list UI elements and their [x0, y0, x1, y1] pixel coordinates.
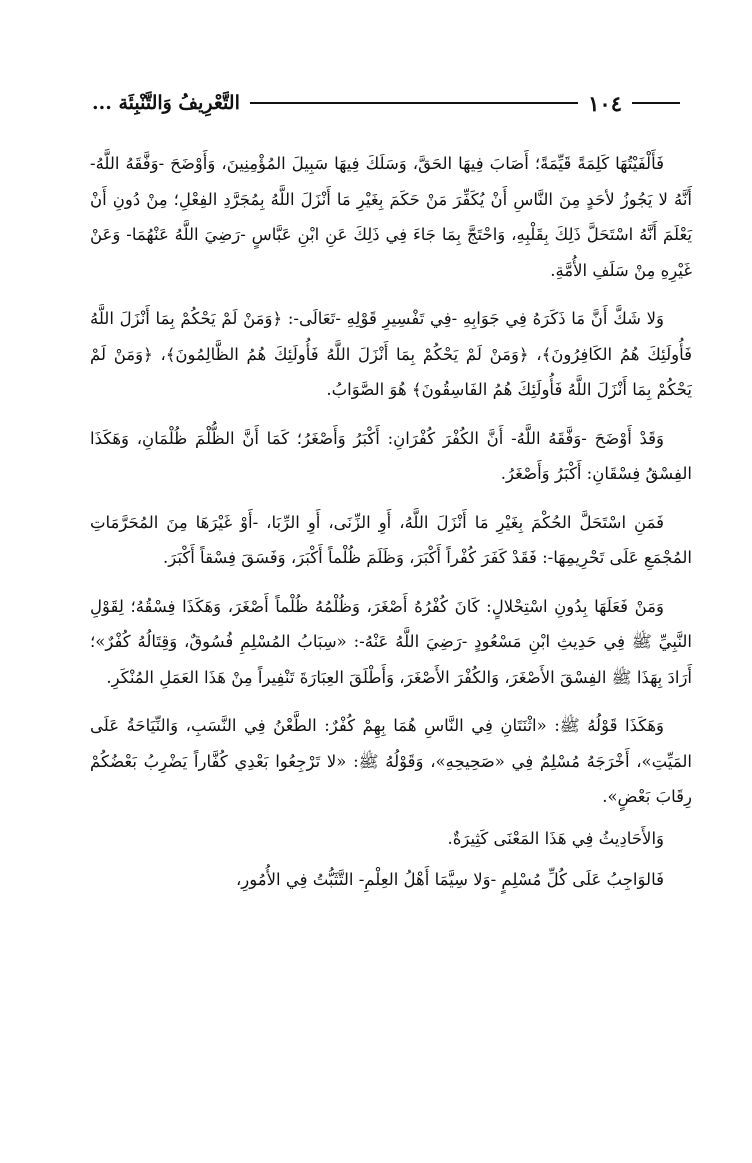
paragraph: فَمَنِ اسْتَحَلَّ الحُكْمَ بِغَيْرِ مَا أَنْزَلَ اللَّهُ، أَوِ الزِّنَى، أَوِ الرِّبَا، -أَوْ غَيْرَهَا مِنَ المُحَرَّمَاتِ المُجْمَعِ عَلَى تَحْرِيمِهَا-: فَقَدْ كَفَرَ كُفْراً أَكْبَرَ، وَظَلَمَ ظُلْماً أَكْبَرَ، وَفَسَقَ فِسْقاً أَكْبَرَ.	[90, 512, 692, 567]
paragraph: فَالوَاجِبُ عَلَى كُلِّ مُسْلِمٍ -وَلا سِيَّمَا أَهْلُ العِلْمِ- التَّثَبُّتُ فِي الأُمُورِ،	[235, 870, 664, 889]
paragraph: وَمَنْ فَعَلَهَا بِدُونِ اسْتِحْلالٍ: كَانَ كُفْرُهُ أَصْغَرَ، وَظُلْمُهُ ظُلْماً أَصْغَرَ، وَهَكَذَا فِسْقُهُ؛ لِقَوْلِ النَّبِيِّ ﷺ فِي حَدِيثِ ابْنِ مَسْعُودٍ -رَضِيَ اللَّهُ عَنْهُ-: «سِبَابُ المُسْلِمِ فُسُوقٌ، وَقِتَالُهُ كُفْرٌ»؛ أَرَادَ بِهَذَا ﷺ الفِسْقَ الأَصْغَرَ، وَالكُفْرَ الأَصْغَرَ، وَأَطْلَقَ العِبَارَةَ تَنْفِيراً مِنْ هَذَا العَمَلِ المُنْكَرِ.	[90, 596, 692, 687]
paragraph: وَقَدْ أَوْضَحَ -وَفَّقَهُ اللَّهُ- أَنَّ الكُفْرَ كُفْرَانِ: أَكْبَرُ وَأَصْغَرُ؛ كَمَا أَنَّ الظُّلْمَ ظُلْمَانِ، وَهَكَذَا الفِسْقُ فِسْقَانِ: أَكْبَرُ وَأَصْغَرُ.	[90, 428, 692, 483]
running-title: التَّعْرِيفُ وَالتَّنْبِئَة ...	[92, 92, 240, 114]
paragraph: فَأَلْفَيْتُهَا كَلِمَةً قَيِّمَةً؛ أَصَابَ فِيهَا الحَقَّ، وَسَلَكَ فِيهَا سَبِيلَ المُؤْمِنِينَ، وَأَوْضَحَ -وَفَّقَهُ اللَّهُ- أَنَّهُ لا يَجُوزُ لأحَدٍ مِنَ النَّاسِ أَنْ يُكَفِّرَ مَنْ حَكَمَ بِغَيْرِ مَا أَنْزَلَ اللَّهُ بِمُجَرَّدِ الفِعْلِ؛ مِنْ دُونِ أَنْ يَعْلَمَ أَنَّهُ اسْتَحَلَّ ذَلِكَ بِقَلْبِهِ، وَاحْتَجَّ بِمَا جَاءَ فِي ذَلِكَ عَنِ ابْنِ عَبَّاسٍ -رَضِيَ اللَّهُ عَنْهُمَا- وَعَنْ غَيْرِهِ مِنْ سَلَفِ الأُمَّةِ.	[90, 154, 692, 280]
paragraph: وَلا شَكَّ أَنَّ مَا ذَكَرَهُ فِي جَوَابِهِ -فِي تَفْسِيرِ قَوْلِهِ -تَعَالَى-: ﴿وَمَنْ لَمْ يَحْكُمْ بِمَا أَنْزَلَ اللَّهُ فَأُولَئِكَ هُمُ الكَافِرُونَ﴾، ﴿وَمَنْ لَمْ يَحْكُمْ بِمَا أَنْزَلَ اللَّهُ فَأُولَئِكَ هُمُ الظَّالِمُونَ﴾، ﴿وَمَنْ لَمْ يَحْكُمْ بِمَا أَنْزَلَ اللَّهُ فَأُولَئِكَ هُمُ الفَاسِقُونَ﴾ هُوَ الصَّوَابُ.	[90, 309, 692, 399]
running-header	[92, 88, 690, 118]
header-rule-right	[632, 102, 680, 104]
paragraph: وَهَكَذَا قَوْلُهُ ﷺ: «اثْنَتَانِ فِي النَّاسِ هُمَا بِهِمْ كُفْرٌ: الطَّعْنُ فِي النَّسَبِ، وَالنِّيَاحَةُ عَلَى المَيِّتِ»، أَخْرَجَهُ مُسْلِمٌ فِي «صَحِيحِهِ»، وَقَوْلُهُ ﷺ: «لا تَرْجِعُوا بَعْدِي كُفَّاراً يَضْرِبُ بَعْضُكُمْ رِقَابَ بَعْضٍ».	[90, 716, 692, 806]
page-number: ١٠٤	[588, 90, 622, 116]
paragraph: وَالأَحَادِيثُ فِي هَذَا المَعْنَى كَثِيرَةٌ.	[447, 828, 664, 848]
body-text	[90, 146, 692, 911]
header-rule-middle	[250, 102, 578, 104]
